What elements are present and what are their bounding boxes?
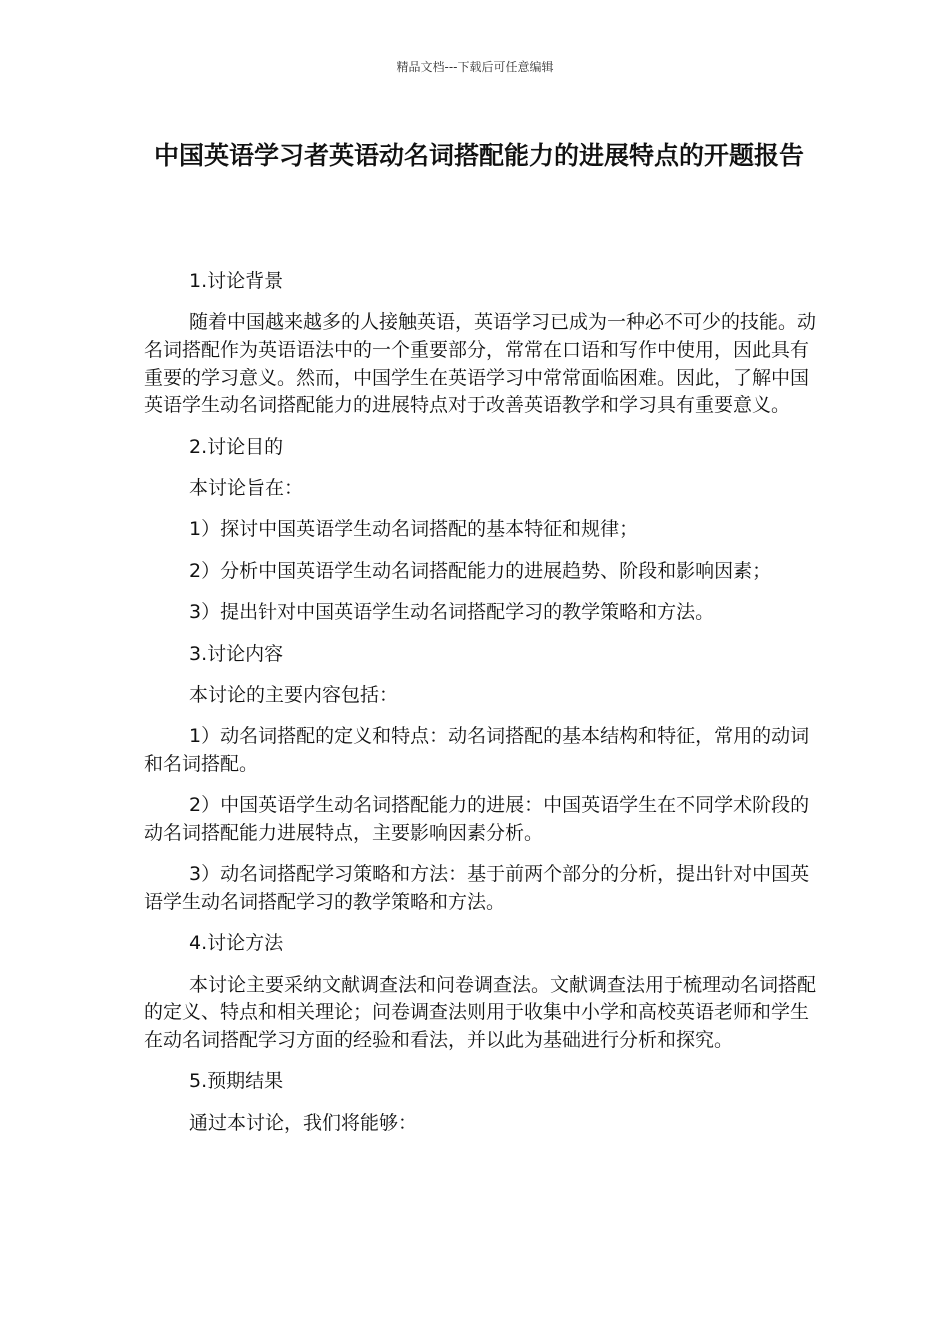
list-item-purpose-1: 1）探讨中国英语学生动名词搭配的基本特征和规律；: [189, 518, 639, 541]
document-body: [144, 268, 816, 1151]
list-item-purpose-2: 2）分析中国英语学生动名词搭配能力的进展趋势、阶段和影响因素；: [189, 559, 772, 582]
list-item-purpose-3: 3）提出针对中国英语学生动名词搭配学习的教学策略和方法。: [189, 601, 715, 624]
document-title: 中国英语学习者英语动名词搭配能力的进展特点的开题报告: [153, 141, 804, 170]
list-item-content-3: 3）动名词搭配学习策略和方法：基于前两个部分的分析，提出针对中国英语学生动名词搭配学习的教学策略和方法。: [144, 863, 810, 913]
paragraph-method: 本讨论主要采纳文献调查法和问卷调查法。文献调查法用于梳理动名词搭配的定义、特点和相关理论；问卷调查法则用于收集中小学和高校英语老师和学生在动名词搭配学习方面的经验和看法，并以此为基础进行分析和探究。: [144, 973, 817, 1051]
section-heading-purpose: 2.讨论目的: [189, 435, 284, 458]
section-heading-background: 1.讨论背景: [189, 270, 284, 292]
header-note: 精品文档---下载后可任意编辑: [396, 60, 554, 74]
list-item-content-1: 1）动名词搭配的定义和特点：动名词搭配的基本结构和特征，常用的动词和名词搭配。: [144, 725, 810, 775]
section-heading-expected-results: 5.预期结果: [189, 1070, 284, 1093]
section-heading-content: 3.讨论内容: [189, 642, 284, 665]
paragraph-expected-intro: 通过本讨论，我们将能够：: [189, 1111, 418, 1134]
paragraph-content-intro: 本讨论的主要内容包括：: [189, 683, 399, 706]
list-item-content-2: 2）中国英语学生动名词搭配能力的进展：中国英语学生在不同学术阶段的动名词搭配能力进展特点，主要影响因素分析。: [144, 794, 810, 844]
paragraph-purpose-intro: 本讨论旨在：: [189, 476, 304, 499]
section-heading-method: 4.讨论方法: [189, 932, 284, 955]
paragraph-background: 随着中国越来越多的人接触英语，英语学习已成为一种必不可少的技能。动名词搭配作为英语语法中的一个重要部分，常常在口语和写作中使用，因此具有重要的学习意义。然而，中国学生在英语学习中常常面临困难。因此，了解中国英语学生动名词搭配能力的进展特点对于改善英语教学和学习具有重要意义。: [144, 311, 817, 417]
